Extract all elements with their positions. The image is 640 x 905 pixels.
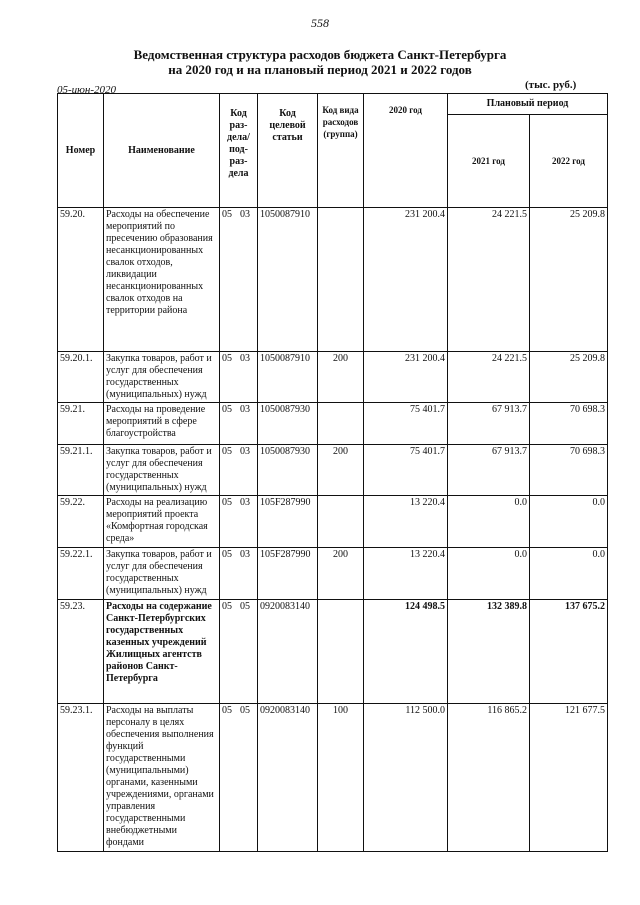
row-name: Закупка товаров, работ и услуг для обеспечения государственных (муниципальных) нужд xyxy=(104,548,220,600)
row-subsection: 03 xyxy=(240,404,250,415)
row-section: 05 xyxy=(222,497,232,508)
row-subsection: 03 xyxy=(240,497,250,508)
row-value-2022: 137 675.2 xyxy=(530,600,608,704)
row-value-2021: 0.0 xyxy=(448,548,530,600)
document-title xyxy=(0,47,640,77)
header-name: Наименование xyxy=(104,94,220,208)
row-number: 59.21. xyxy=(58,403,104,445)
row-value-2021: 24 221.5 xyxy=(448,352,530,403)
row-section-code xyxy=(220,352,258,403)
table-row xyxy=(58,445,608,496)
row-group-code xyxy=(318,600,364,704)
row-value-2021: 67 913.7 xyxy=(448,403,530,445)
row-group-code xyxy=(318,496,364,548)
row-number: 59.23.1. xyxy=(58,704,104,852)
units-label: (тыс. руб.) xyxy=(525,79,577,91)
title-line-2: на 2020 год и на плановый период 2021 и 2022 годов xyxy=(168,62,472,77)
table-row xyxy=(58,496,608,548)
row-target-code: 1050087930 xyxy=(258,445,318,496)
row-section-code xyxy=(220,704,258,852)
row-value-2022: 70 698.3 xyxy=(530,445,608,496)
row-name: Расходы на содержание Санкт-Петербургских государственных казенных учреждений Жилищных агентств районов Санкт-Петербурга xyxy=(104,600,220,704)
document-date: 05-июн-2020 xyxy=(57,84,117,96)
row-section: 05 xyxy=(222,705,232,716)
row-value-2020: 75 401.7 xyxy=(364,445,448,496)
row-value-2021: 67 913.7 xyxy=(448,445,530,496)
row-value-2022: 70 698.3 xyxy=(530,403,608,445)
row-target-code: 0920083140 xyxy=(258,704,318,852)
row-value-2022: 25 209.8 xyxy=(530,208,608,352)
row-value-2022: 121 677.5 xyxy=(530,704,608,852)
header-target: Код целевой статьи xyxy=(258,94,318,208)
row-value-2021: 24 221.5 xyxy=(448,208,530,352)
row-name: Закупка товаров, работ и услуг для обеспечения государственных (муниципальных) нужд xyxy=(104,352,220,403)
row-section-code xyxy=(220,403,258,445)
header-2021: 2021 год xyxy=(448,115,530,208)
row-value-2022: 0.0 xyxy=(530,548,608,600)
table-row xyxy=(58,403,608,445)
row-value-2020: 13 220.4 xyxy=(364,496,448,548)
row-value-2021: 132 389.8 xyxy=(448,600,530,704)
row-value-2020: 75 401.7 xyxy=(364,403,448,445)
row-group-code xyxy=(318,208,364,352)
row-value-2022: 25 209.8 xyxy=(530,352,608,403)
row-name: Расходы на реализацию мероприятий проекта «Комфортная городская среда» xyxy=(104,496,220,548)
row-target-code: 1050087910 xyxy=(258,352,318,403)
budget-table xyxy=(57,93,608,852)
row-group-code: 200 xyxy=(318,548,364,600)
page-number: 558 xyxy=(311,16,329,30)
table-row xyxy=(58,600,608,704)
row-name: Расходы на обеспечение мероприятий по пресечению образования несанкционированных свалок отходов, ликвидации несанкционированных свалок отходов на территории района xyxy=(104,208,220,352)
row-group-code: 100 xyxy=(318,704,364,852)
row-subsection: 03 xyxy=(240,209,250,220)
row-value-2020: 231 200.4 xyxy=(364,352,448,403)
row-subsection: 03 xyxy=(240,353,250,364)
row-group-code xyxy=(318,403,364,445)
row-value-2021: 0.0 xyxy=(448,496,530,548)
row-section: 05 xyxy=(222,446,232,457)
row-value-2022: 0.0 xyxy=(530,496,608,548)
row-group-code: 200 xyxy=(318,445,364,496)
row-subsection: 05 xyxy=(240,705,250,716)
row-section-code xyxy=(220,548,258,600)
table-row xyxy=(58,548,608,600)
row-number: 59.20. xyxy=(58,208,104,352)
table-row xyxy=(58,208,608,352)
header-2020: 2020 год xyxy=(364,94,448,208)
row-target-code: 105F287990 xyxy=(258,496,318,548)
row-section-code xyxy=(220,600,258,704)
header-planned-period: Плановый период xyxy=(448,94,608,115)
row-value-2020: 124 498.5 xyxy=(364,600,448,704)
header-group: Код вида расходов (группа) xyxy=(318,94,364,208)
row-subsection: 03 xyxy=(240,446,250,457)
header-number: Номер xyxy=(58,94,104,208)
row-target-code: 1050087910 xyxy=(258,208,318,352)
row-value-2020: 231 200.4 xyxy=(364,208,448,352)
row-group-code: 200 xyxy=(318,352,364,403)
table-row xyxy=(58,352,608,403)
row-section: 05 xyxy=(222,549,232,560)
row-value-2020: 13 220.4 xyxy=(364,548,448,600)
row-section-code xyxy=(220,496,258,548)
row-subsection: 03 xyxy=(240,549,250,560)
row-section: 05 xyxy=(222,209,232,220)
row-section-code xyxy=(220,208,258,352)
header-section: Код раз-дела/ под-раз-дела xyxy=(220,94,258,208)
row-target-code: 1050087930 xyxy=(258,403,318,445)
row-section: 05 xyxy=(222,601,232,612)
row-target-code: 0920083140 xyxy=(258,600,318,704)
row-number: 59.20.1. xyxy=(58,352,104,403)
row-name: Расходы на выплаты персоналу в целях обеспечения выполнения функций государственными (муниципальными) органами, казенными учреждениями, органами управления государственными внебюджетными фондами xyxy=(104,704,220,852)
table-row xyxy=(58,704,608,852)
row-number: 59.22.1. xyxy=(58,548,104,600)
row-value-2020: 112 500.0 xyxy=(364,704,448,852)
row-number: 59.21.1. xyxy=(58,445,104,496)
row-section-code xyxy=(220,445,258,496)
header-2022: 2022 год xyxy=(530,115,608,208)
row-name: Закупка товаров, работ и услуг для обеспечения государственных (муниципальных) нужд xyxy=(104,445,220,496)
row-section: 05 xyxy=(222,353,232,364)
row-number: 59.23. xyxy=(58,600,104,704)
title-line-1: Ведомственная структура расходов бюджета Санкт-Петербурга xyxy=(133,47,507,62)
row-subsection: 05 xyxy=(240,601,250,612)
row-number: 59.22. xyxy=(58,496,104,548)
row-name: Расходы на проведение мероприятий в сфере благоустройства xyxy=(104,403,220,445)
row-section: 05 xyxy=(222,404,232,415)
row-value-2021: 116 865.2 xyxy=(448,704,530,852)
row-target-code: 105F287990 xyxy=(258,548,318,600)
